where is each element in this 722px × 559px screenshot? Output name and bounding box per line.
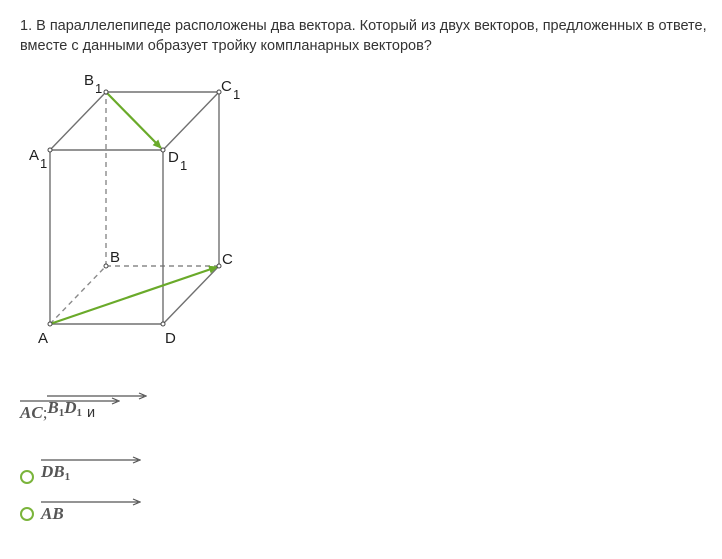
label-a1-index: 1 [40,156,48,171]
label-d: D [165,330,176,347]
label-b1: B [84,72,95,89]
vector-ac [50,267,217,324]
label-b: B [110,249,121,266]
answer-vector-ab-text: AB [41,504,64,523]
vertex-d1 [161,148,165,152]
answer-option-ab[interactable] [20,497,64,523]
label-a: A [38,330,49,347]
answer-vector-db1 [41,455,70,486]
vector-b1d1-sub-2: 1 [76,407,83,419]
vertex-d [161,322,165,326]
vertex-b [104,264,108,268]
edge-d1-c1 [163,92,219,150]
vertex-c [217,264,221,268]
overline-arrow-icon [47,392,147,400]
vector-b1d1-label [47,391,82,422]
vertex-b1 [104,90,108,94]
vector-b1d1-sub-1: 1 [58,407,65,419]
label-d1: D [168,149,179,166]
label-d1-index: 1 [180,158,188,173]
given-vectors [20,388,95,422]
answer-vector-db1-text: DB [41,462,65,481]
radio-button[interactable] [20,470,34,484]
radio-button[interactable] [20,507,34,521]
label-c1-index: 1 [233,87,241,102]
label-b1-index: 1 [95,81,103,96]
vector-b1d1 [106,92,161,148]
vertex-a1 [48,148,52,152]
answer-vector-ab [41,497,64,523]
vertex-a [48,322,52,326]
label-c1: C [221,78,232,95]
given-separator: ; [42,403,48,422]
edge-d-c [163,266,219,324]
edge-a1-b1 [50,92,106,150]
overline-arrow-icon [41,498,141,506]
question-text: 1. В параллелепипеде расположены два вектора. Который из двух векторов, предложенных в ответе, вместе с данными образует тройку компланарных векторов? [20,18,707,54]
label-c: C [222,251,233,268]
answer-vector-db1-sub: 1 [64,471,71,483]
vector-ac-label [20,396,43,422]
and-word: и [87,405,96,421]
answer-option-db1[interactable] [20,455,70,486]
overline-arrow-icon [41,456,141,464]
vector-b1d1-text-b: B [47,398,59,417]
parallelepiped-figure [0,60,280,350]
vector-ac-text: AC [20,403,43,422]
label-a1: A [29,147,40,164]
vector-b1d1-text-d: D [64,398,77,417]
